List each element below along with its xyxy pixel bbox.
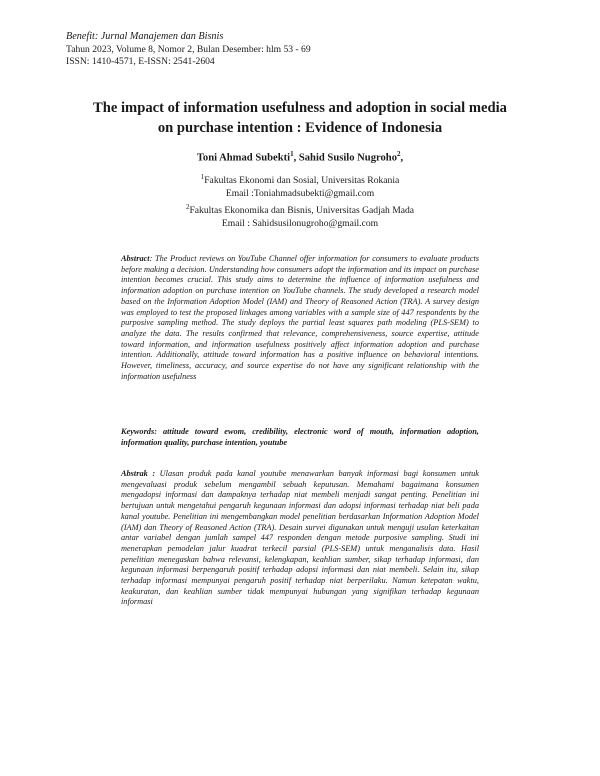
- author-email: Email : Sahidsusilonugroho@gmail.com: [221, 217, 379, 229]
- author-list: [0, 150, 600, 164]
- affiliation-line: [0, 201, 600, 217]
- affiliation-mark: 1: [200, 173, 205, 181]
- abstrak-text: Ulasan produk pada kanal youtube menawarkan banyak informasi bagi konsumen untuk mengevaluasi produk sebelum mengambil sebuah keputusan. Memahami bagaimana konsumen mengadopsi informasi dan dampaknya terhadap niat membeli menjadi sangat penting. Penelitian ini bertujuan untuk mengetahui pengaruh kegunaan informasi dan adopsi informasi terhadap niat beli pada kanal youtube. Penelitian ini mengembangkan model penelitian berdasarkan Information Adoption Model (IAM) dan Theory of Reasoned Action (TRA). Desain survei digunakan untuk menguji usulan keterkaitan antar variabel dengan jumlah sampel 447 responden dengan metode purposive sampling. Studi ini menerapkan pemodelan jalur kuadrat terkecil parsial (PLS-SEM) untuk menganalisis data. Hasil penelitian menegaskan bahwa relevansi, kelengkapan, keahlian sumber, sikap terhadap informasi, dan kegunaan informasi berpengaruh positif terhadap adopsi informasi dan niat membeli. Selain itu, sikap terhadap informasi mempunyai pengaruh positif terhadap niat berperilaku. Namun ketepatan waktu, keakuratan, dan keahlian sumber tidak mempunyai hubungan yang signifikan terhadap kegunaan informasi: [121, 469, 479, 607]
- affiliation-mark: 2: [185, 202, 190, 211]
- journal-header: [66, 31, 311, 69]
- author-affiliation-mark: 2: [397, 150, 401, 158]
- issue-info: Tahun 2023, Volume 8, Nomor 2, Bulan Desember: hlm 53 - 69: [66, 43, 311, 55]
- author-separator: ,: [293, 152, 299, 164]
- affiliation-text: Fakultas Ekonomika dan Bisnis, Universitas Gadjah Mada: [189, 204, 415, 216]
- author-name: Sahid Susilo Nugroho: [298, 152, 397, 164]
- abstract-english: [121, 254, 479, 382]
- author-email: Email :Toniahmadsubekti@gmail.com: [225, 188, 375, 200]
- keywords: Keywords: attitude toward ewom, credibility, electronic word of mouth, information adoption, information quality, purchase intention, youtube: [121, 427, 479, 447]
- author-affiliation-mark: 1: [290, 150, 294, 158]
- author-trail: ,: [400, 152, 404, 164]
- abstrak-label: Abstrak :: [121, 469, 156, 478]
- issn-info: ISSN: 1410-4571, E-ISSN: 2541-2604: [66, 56, 215, 68]
- affiliation-text: Fakultas Ekonomi dan Sosial, Universitas Rokania: [204, 175, 400, 187]
- affiliation-line: [0, 171, 600, 187]
- affiliations: [0, 171, 600, 230]
- paper-title: The impact of information usefulness and adoption in social media on purchase intention : Evidence of Indonesia: [93, 100, 507, 136]
- journal-name: Benefit: Jurnal Manajemen dan Bisnis: [66, 31, 224, 42]
- author-name: Toni Ahmad Subekti: [196, 152, 291, 164]
- abstract-indonesian: [121, 469, 479, 608]
- abstract-label: Abstract: [121, 254, 150, 263]
- abstract-text: : The Product reviews on YouTube Channel offer information for consumers to evaluate products before making a decision. Understanding how consumers adopt the information and its impact on purchase intention becomes crucial. This study aims to determine the influence of information usefulness and information adoption on purchase intention on YouTube channels. The study developed a research model based on the Information Adoption Model (IAM) and Theory of Reasoned Action (TRA). A survey design was employed to test the proposed linkages among variables with a sample size of 447 respondents by the purposive sampling method. The study deploys the partial least squares path modeling (PLS-SEM) to analyze the data. The results confirmed that relevance, comprehensiveness, source expertise, attitude toward information, and information usefulness positively affect information adoption and purchase intention. Additionally, attitude toward information has a positive influence on behavioral intentions. However, timeliness, accuracy, and source expertise do not have any significant relationship with the information usefulness: [121, 254, 479, 381]
